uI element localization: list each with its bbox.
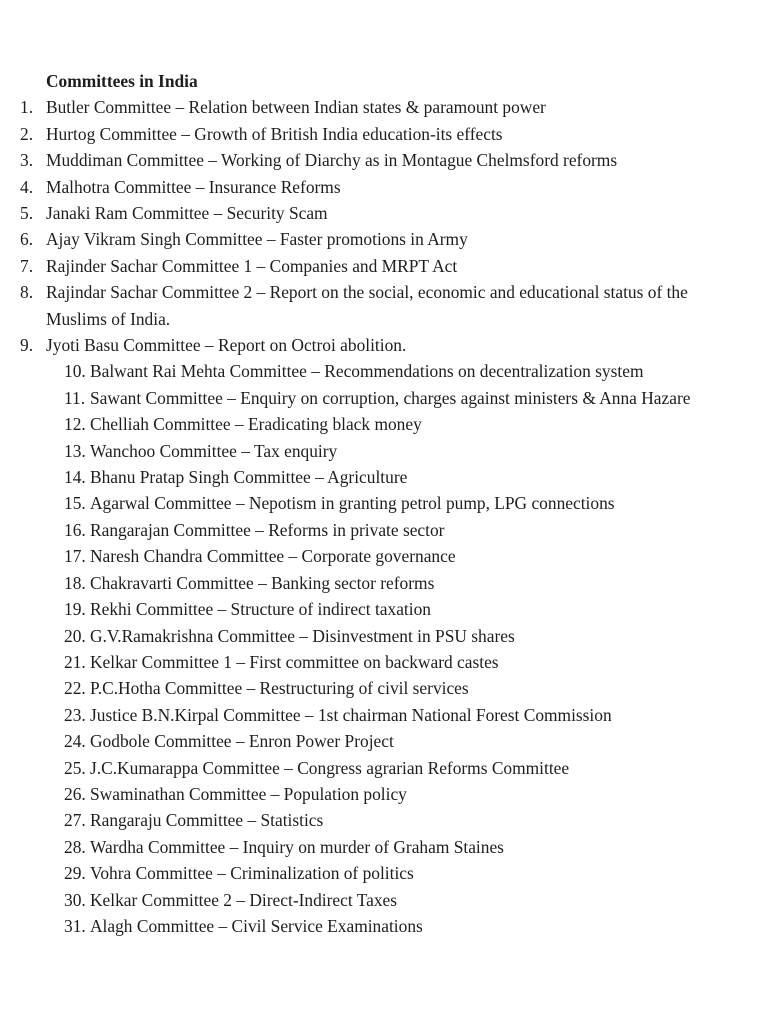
- list-item-number: 26.: [64, 783, 86, 804]
- list-item-number: 19.: [64, 599, 86, 620]
- list-item: [0, 913, 768, 939]
- list-item-number: 8.: [20, 282, 34, 303]
- list-item-text: Ajay Vikram Singh Committee – Faster promotions in Army: [46, 229, 468, 250]
- list-item-text: Rajindar Sachar Committee 2 – Report on the social, economic and educational status of the Muslims of India.: [46, 282, 688, 329]
- list-item: [0, 860, 768, 886]
- list-item-number: 20.: [64, 625, 86, 646]
- list-item: [0, 728, 768, 754]
- list-item: [0, 755, 768, 781]
- list-item: [0, 226, 768, 252]
- list-item-text: Agarwal Committee – Nepotism in granting petrol pump, LPG connections: [90, 493, 615, 514]
- list-item: [0, 147, 768, 173]
- list-item-number: 21.: [64, 651, 86, 672]
- list-item-text: Justice B.N.Kirpal Committee – 1st chairman National Forest Commission: [90, 704, 612, 725]
- list-item-text: Sawant Committee – Enquiry on corruption, charges against ministers & Anna Hazare: [90, 387, 691, 408]
- list-item: [0, 807, 768, 833]
- list-item-number: 23.: [64, 704, 86, 725]
- list-item-text: Chelliah Committee – Eradicating black money: [90, 414, 422, 435]
- document-page: [0, 68, 768, 939]
- list-item-text: Chakravarti Committee – Banking sector reforms: [90, 572, 435, 593]
- list-item-text: Balwant Rai Mehta Committee – Recommendations on decentralization system: [90, 361, 644, 382]
- list-item: [0, 358, 768, 384]
- list-item-number: 28.: [64, 836, 86, 857]
- list-item-number: 22.: [64, 678, 86, 699]
- list-item: [0, 332, 768, 358]
- list-item-text: Jyoti Basu Committee – Report on Octroi abolition.: [46, 335, 407, 356]
- list-item: [0, 121, 768, 147]
- list-item-text: Rangaraju Committee – Statistics: [90, 810, 324, 831]
- list-item-number: 3.: [20, 150, 34, 171]
- list-item-number: 14.: [64, 467, 86, 488]
- list-item-text: Malhotra Committee – Insurance Reforms: [46, 176, 341, 197]
- list-item-number: 2.: [20, 123, 34, 144]
- list-item: [0, 517, 768, 543]
- list-item-number: 17.: [64, 546, 86, 567]
- list-item-text: Hurtog Committee – Growth of British India education-its effects: [46, 123, 503, 144]
- list-item: [0, 781, 768, 807]
- list-item-text: G.V.Ramakrishna Committee – Disinvestment in PSU shares: [90, 625, 515, 646]
- list-item: [0, 596, 768, 622]
- list-item-text: Rekhi Committee – Structure of indirect taxation: [90, 599, 431, 620]
- list-item-number: 24.: [64, 731, 86, 752]
- list-item: [0, 649, 768, 675]
- list-item-number: 6.: [20, 229, 34, 250]
- list-item-text: Naresh Chandra Committee – Corporate governance: [90, 546, 456, 567]
- list-item-text: Kelkar Committee 2 – Direct-Indirect Taxes: [90, 889, 398, 910]
- document-title: Committees in India: [46, 71, 198, 91]
- list-item-text: Rangarajan Committee – Reforms in private sector: [90, 519, 445, 540]
- list-item: [0, 887, 768, 913]
- list-item: [0, 438, 768, 464]
- list-item: [0, 279, 768, 332]
- list-item-text: Wanchoo Committee – Tax enquiry: [90, 440, 338, 461]
- list-item: [0, 253, 768, 279]
- list-item-text: Rajinder Sachar Committee 1 – Companies and MRPT Act: [46, 255, 458, 276]
- list-item-text: J.C.Kumarappa Committee – Congress agrarian Reforms Committee: [90, 757, 570, 778]
- list-item-number: 4.: [20, 176, 34, 197]
- list-item-number: 9.: [20, 335, 34, 356]
- list-item: [0, 174, 768, 200]
- list-item: [0, 570, 768, 596]
- list-item-number: 5.: [20, 203, 34, 224]
- list-item: [0, 675, 768, 701]
- list-item-text: P.C.Hotha Committee – Restructuring of civil services: [90, 678, 469, 699]
- list-item: [0, 490, 768, 516]
- list-item-number: 16.: [64, 519, 86, 540]
- list-item-text: Butler Committee – Relation between Indian states & paramount power: [46, 97, 546, 118]
- list-item-text: Bhanu Pratap Singh Committee – Agriculture: [90, 467, 408, 488]
- list-item-number: 13.: [64, 440, 86, 461]
- list-item-text: Wardha Committee – Inquiry on murder of Graham Staines: [90, 836, 504, 857]
- list-item: [0, 94, 768, 120]
- list-item-text: Swaminathan Committee – Population policy: [90, 783, 407, 804]
- list-item: [0, 834, 768, 860]
- list-item-text: Kelkar Committee 1 – First committee on backward castes: [90, 651, 499, 672]
- list-item: [0, 543, 768, 569]
- list-item-number: 1.: [20, 97, 34, 118]
- committee-list: [0, 94, 768, 939]
- list-item-number: 30.: [64, 889, 86, 910]
- list-item-number: 15.: [64, 493, 86, 514]
- list-item-number: 27.: [64, 810, 86, 831]
- list-item-number: 12.: [64, 414, 86, 435]
- list-item-number: 10.: [64, 361, 86, 382]
- list-item-number: 7.: [20, 255, 34, 276]
- list-item: [0, 623, 768, 649]
- list-item-text: Janaki Ram Committee – Security Scam: [46, 203, 328, 224]
- list-item: [0, 702, 768, 728]
- list-item-text: Muddiman Committee – Working of Diarchy as in Montague Chelmsford reforms: [46, 150, 618, 171]
- list-item-text: Vohra Committee – Criminalization of politics: [90, 863, 414, 884]
- list-item: [0, 464, 768, 490]
- list-item: [0, 411, 768, 437]
- list-item: [0, 385, 768, 411]
- list-item: [0, 200, 768, 226]
- list-item-number: 18.: [64, 572, 86, 593]
- list-item-number: 31.: [64, 915, 86, 936]
- list-item-number: 25.: [64, 757, 86, 778]
- list-item-number: 11.: [64, 387, 86, 408]
- list-item-number: 29.: [64, 863, 86, 884]
- list-item-text: Alagh Committee – Civil Service Examinations: [90, 915, 423, 936]
- list-item-text: Godbole Committee – Enron Power Project: [90, 731, 394, 752]
